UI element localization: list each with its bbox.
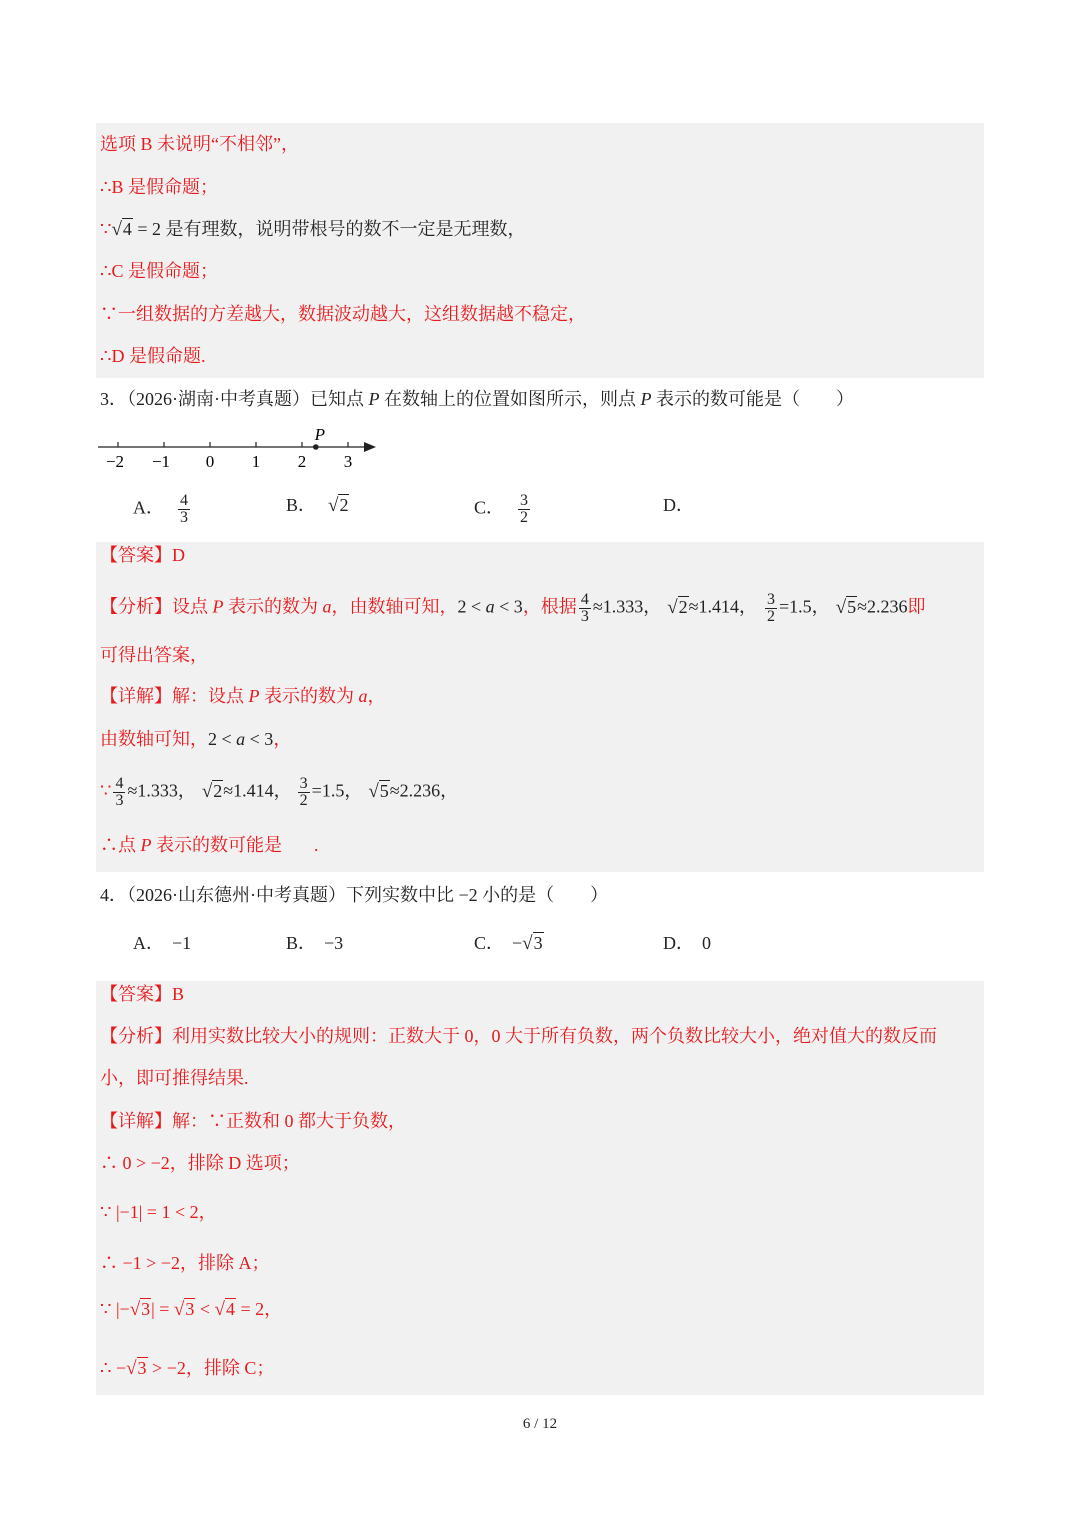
option-a[interactable]: A． −1 bbox=[133, 933, 192, 953]
option-d[interactable]: D． 0 bbox=[663, 933, 711, 953]
answer-line: 【答案】D bbox=[100, 545, 185, 565]
point-p-marker bbox=[313, 444, 319, 450]
analysis-line: 可得出答案， bbox=[100, 645, 208, 665]
text-line: ∴D 是假命题. bbox=[100, 346, 206, 366]
detail-line: ∵ $\frac{4}{3}$ ≈1.333， √2≈1.414， $\frac{3}{2}$ =1.5， √5≈2.236， bbox=[100, 775, 459, 809]
number-line bbox=[96, 420, 386, 476]
text-line: ∵√4 = 2 是有理数，说明带根号的数不一定是无理数， bbox=[100, 219, 526, 240]
option-d[interactable]: D． bbox=[663, 495, 694, 515]
text-line: ∵一组数据的方差越大，数据波动越大，这组数据越不稳定， bbox=[100, 304, 586, 324]
answer-line: 【答案】B bbox=[100, 984, 185, 1004]
detail-line: ∴ 0 > −2，排除 D 选项； bbox=[100, 1153, 300, 1173]
answer-box-1 bbox=[96, 123, 984, 378]
option-c[interactable]: C． −√3 bbox=[474, 933, 543, 954]
tick-label: −2 bbox=[105, 452, 125, 471]
question-4-stem: 4．（2026·山东德州·中考真题）下列实数中比 −2 小的是（ ） bbox=[100, 885, 609, 905]
text-line: ∴B 是假命题； bbox=[100, 177, 218, 197]
option-a[interactable]: A． $\frac{4}{3}$ bbox=[133, 492, 188, 526]
question-3-stem: 3．（2026·湖南·中考真题）已知点 P 在数轴上的位置如图所示，则点 P 表示的数可能是（ ） bbox=[100, 389, 854, 409]
tick-label: −1 bbox=[151, 452, 171, 471]
tick-label: 0 bbox=[205, 452, 215, 471]
analysis-line: 【分析】设点 P 表示的数为 a，由数轴可知，2 < a < 3，根据 $\frac{4}{3}$ ≈1.333， √2≈1.414， $\frac{3}{2}$ =1.5， √5≈2.236即 bbox=[100, 591, 926, 625]
detail-line: ∵ |−1| = 1 < 2， bbox=[100, 1202, 217, 1222]
point-p-label: P bbox=[314, 425, 325, 444]
detail-line: ∴ −√3 > −2，排除 C； bbox=[100, 1358, 275, 1379]
detail-line: 【详解】解：∵正数和 0 都大于负数， bbox=[100, 1111, 406, 1131]
text-line: ∴C 是假命题； bbox=[100, 261, 218, 281]
option-b[interactable]: B． √2 bbox=[286, 495, 349, 516]
page-number: 6 / 12 bbox=[522, 1416, 558, 1432]
analysis-line: 【分析】利用实数比较大小的规则：正数大于 0，0 大于所有负数，两个负数比较大小，绝对值大的数反而 bbox=[100, 1026, 937, 1046]
analysis-line: 小，即可推得结果. bbox=[100, 1068, 249, 1088]
tick-label: 2 bbox=[297, 452, 307, 471]
text-line: 选项 B 未说明“不相邻”， bbox=[100, 134, 299, 154]
option-b[interactable]: B． −3 bbox=[286, 933, 344, 953]
detail-line: 由数轴可知，2 < a < 3， bbox=[100, 729, 292, 749]
option-c[interactable]: C． $\frac{3}{2}$ bbox=[474, 492, 529, 526]
tick-label: 1 bbox=[251, 452, 261, 471]
detail-line: ∵ |−√3| = √3 < √4 = 2， bbox=[100, 1299, 283, 1320]
detail-line: ∴ −1 > −2，排除 A； bbox=[100, 1253, 270, 1273]
detail-line: ∴点 P 表示的数可能是 . bbox=[100, 835, 319, 855]
detail-line: 【详解】解：设点 P 表示的数为 a， bbox=[100, 686, 386, 706]
tick-label: 3 bbox=[343, 452, 353, 471]
